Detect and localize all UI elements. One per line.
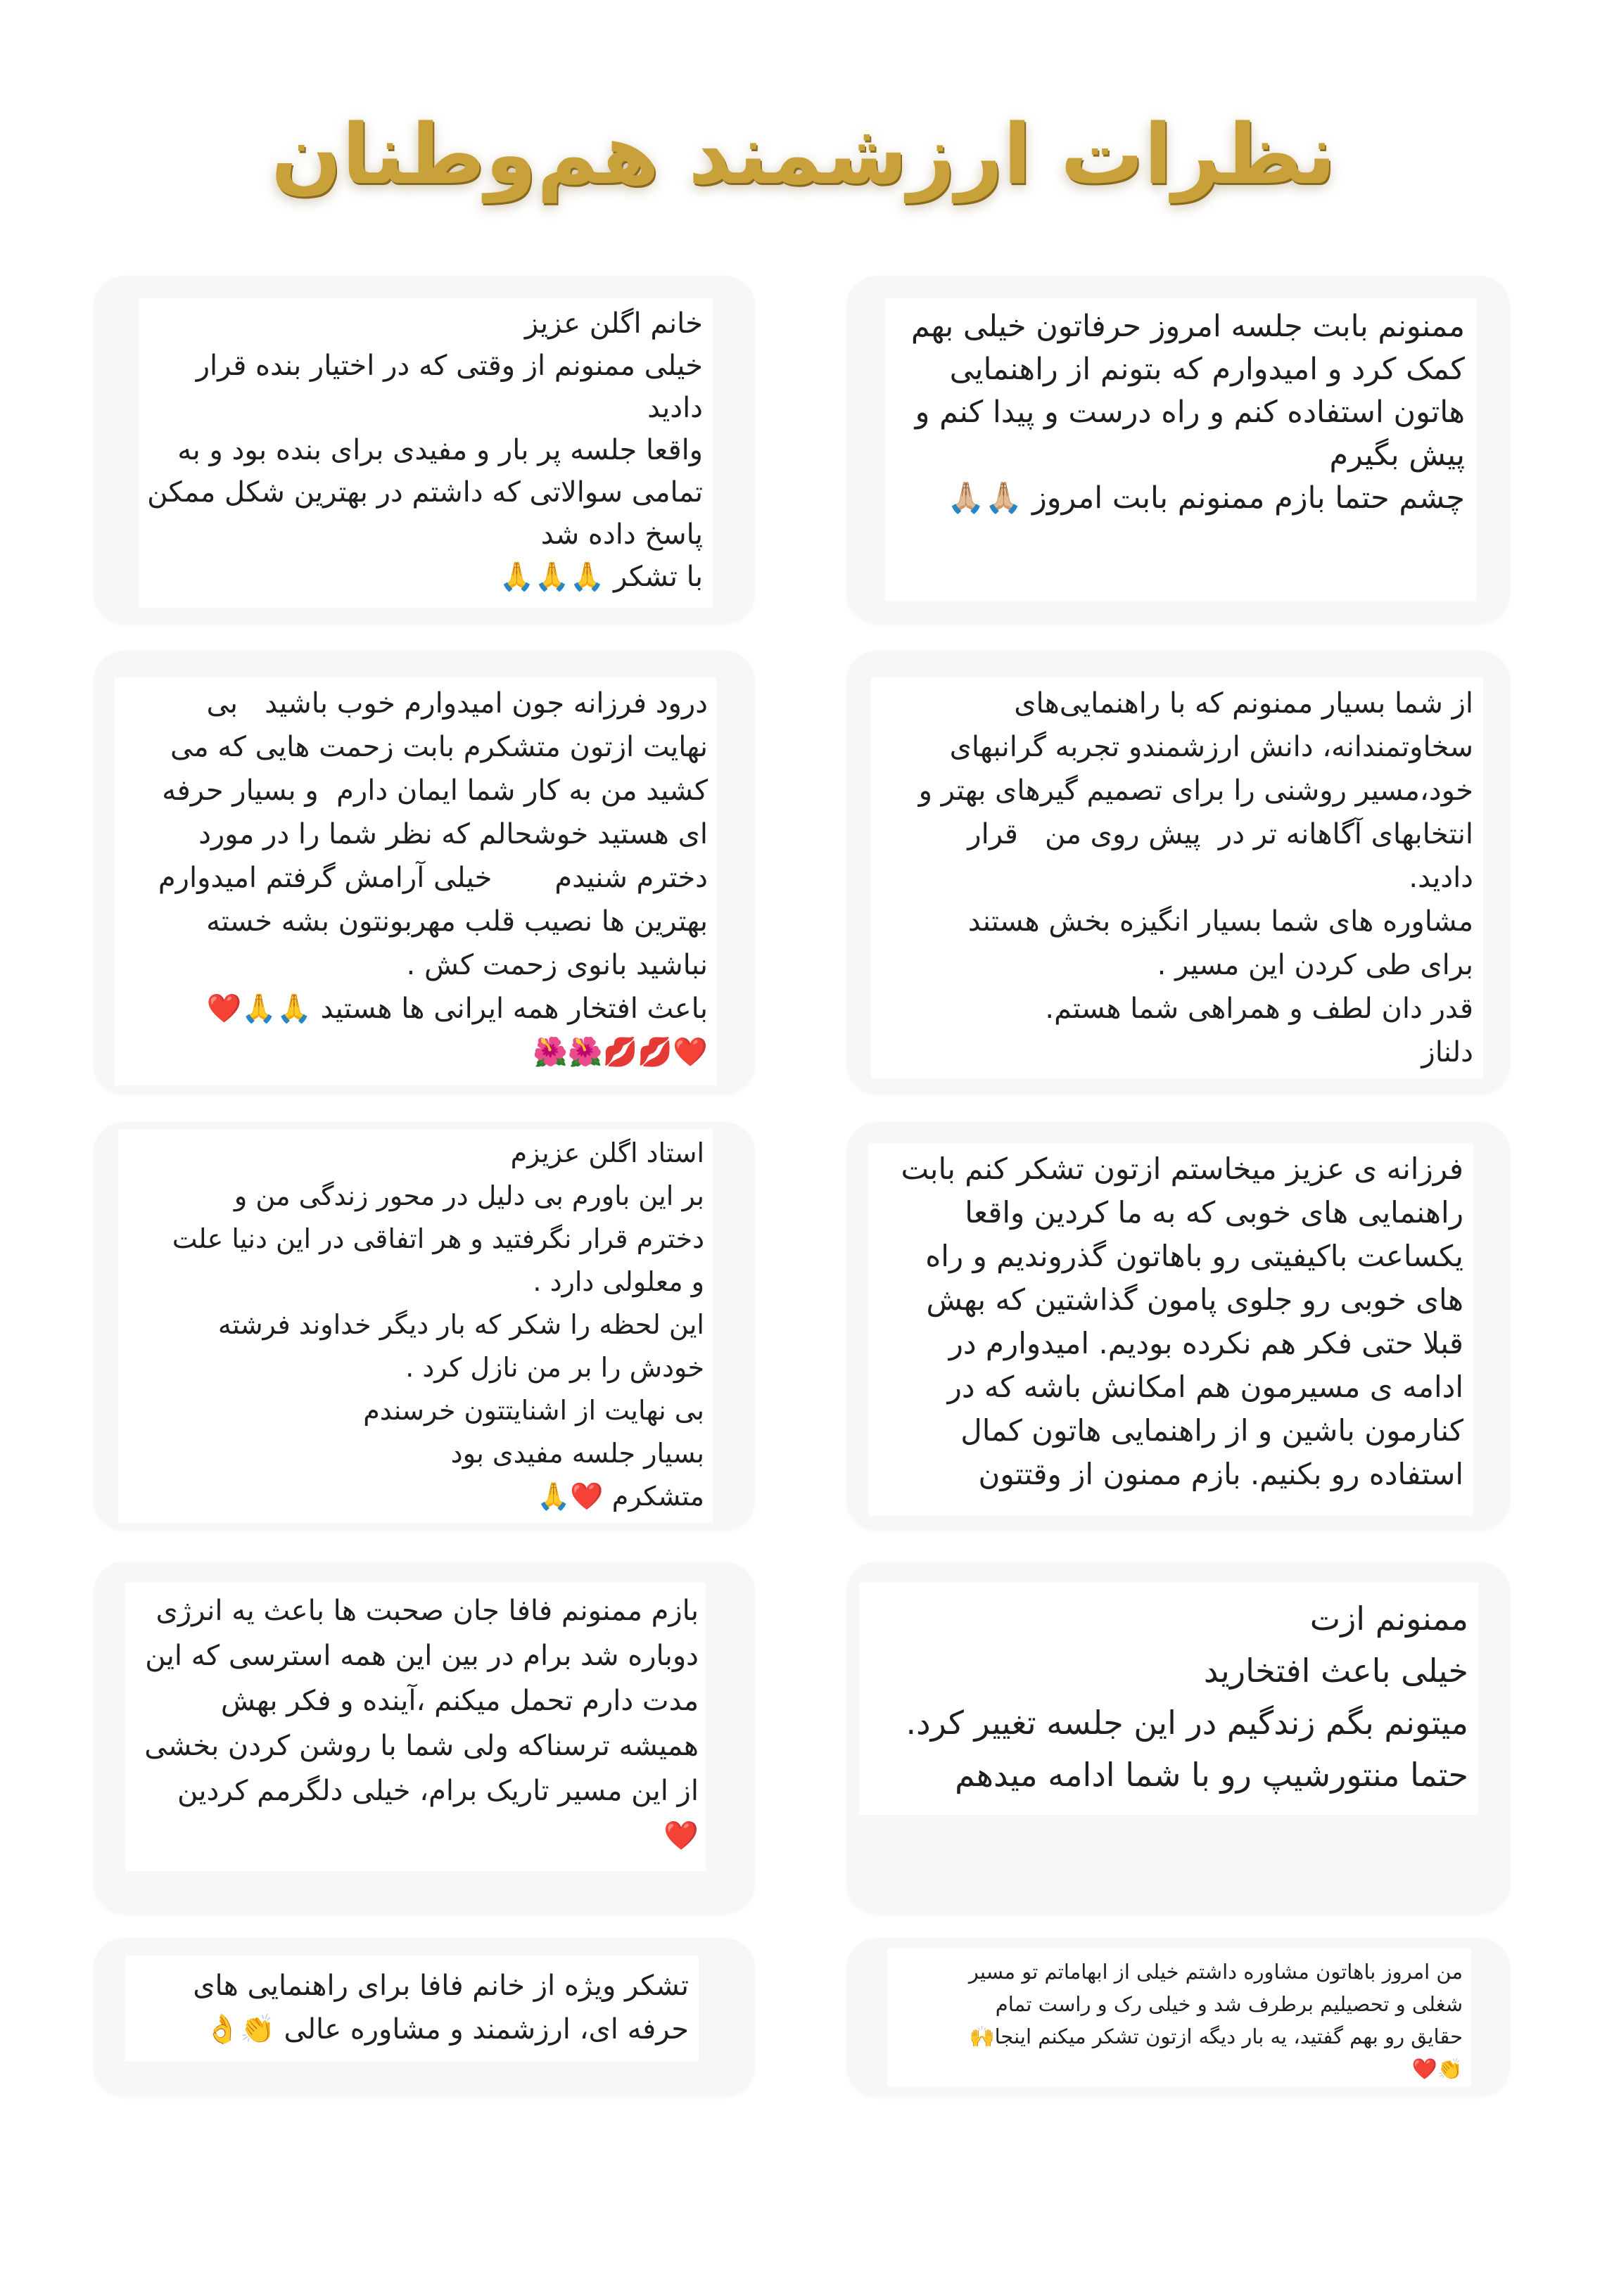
testimonial-card — [846, 1938, 1510, 2096]
testimonial-card — [94, 1122, 755, 1530]
message-line: های خوبی رو جلوی پامون گذاشتین که بهش — [926, 1282, 1463, 1317]
message-line: برای طی کردن این مسیر . — [1157, 949, 1473, 981]
message-line: خود،مسیر روشنی را برای تصمیم گیرهای بهتر و — [918, 774, 1473, 807]
message-line: بازم ممنونم فافا جان صحبت ها باعث یه انرژی — [155, 1595, 699, 1627]
testimonial-card — [94, 1938, 755, 2096]
message-line: ممنونم ازت — [1309, 1600, 1468, 1638]
testimonial-message — [868, 1143, 1473, 1516]
message-line: استاد اگلن عزیزم — [510, 1137, 704, 1168]
message-line: کمک کرد و امیدوارم که بتونم از راهنمایی — [949, 352, 1465, 387]
message-line: نباشید بانوی زحمت کش . — [406, 949, 708, 981]
message-line: دخترم شنیدم خیلی آرامش گرفتم امیدوارم — [158, 862, 708, 894]
page-title: نظرات ارزشمند هم‌وطنان — [271, 106, 1336, 203]
testimonial-card — [846, 1122, 1510, 1530]
message-line: حقایق رو بهم گفتید، یه بار دیگه ازتون تشکر میکنم اینجا🙌 — [969, 2024, 1463, 2048]
message-line: میتونم بگم زندگیم در این جلسه تغییر کرد. — [906, 1704, 1468, 1742]
message-line: این لحظه را شکر که بار دیگر خداوند فرشته — [217, 1309, 704, 1340]
message-line: یکساعت باکیفیتی رو باهاتون گذروندیم و راه — [925, 1239, 1463, 1273]
message-line: بهترین ها نصیب قلب مهربونتون بشه خسته — [206, 905, 708, 938]
message-line: بی نهایت از اشنایتتون خرسندم — [363, 1395, 704, 1426]
message-line: ❤️ — [663, 1820, 699, 1852]
message-line: راهنمایی های خوبی که به ما کردین واقعا — [965, 1195, 1463, 1230]
message-line: نهایت ازتون متشکرم بابت زحمت هایی که می — [170, 731, 708, 763]
message-line: حرفه ای، ارزشمند و مشاوره عالی 👏👌 — [205, 2013, 689, 2046]
message-line: دوباره شد برام در بین این همه استرسی که این — [145, 1640, 699, 1672]
testimonial-card — [94, 651, 755, 1094]
testimonial-message — [139, 298, 713, 608]
message-line: شغلی و تحصیلیم برطرف شد و خیلی رک و راست تمام — [995, 1992, 1463, 2016]
message-line: تشکر ویژه از خانم فافا برای راهنمایی های — [193, 1970, 689, 2002]
message-line: حتما منتورشیپ رو با شما ادامه میدهم — [955, 1756, 1468, 1794]
message-line: هاتون استفاده کنم و راه درست و پیدا کنم و — [915, 395, 1465, 430]
testimonial-card — [94, 276, 755, 623]
testimonial-message — [871, 677, 1483, 1078]
message-line: 👏❤️ — [1411, 2057, 1463, 2081]
message-line: باعث افتخار همه ایرانی ها هستید 🙏🙏❤️ — [206, 993, 708, 1025]
message-line: تمامی سوالاتی که داشتم در بهترین شکل ممکن — [147, 476, 703, 509]
message-line: همیشه ترسناکه ولی شما با روشن کردن بخشی — [144, 1730, 699, 1762]
message-line: خیلی باعث افتخارید — [1203, 1652, 1468, 1690]
message-line: من امروز باهاتون مشاوره داشتم خیلی از ابهاماتم تو مسیر — [968, 1960, 1463, 1984]
message-line: قدر دان لطف و همراهی شما هستم. — [1045, 993, 1473, 1025]
message-line: خودش را بر من نازل کرد . — [405, 1352, 704, 1383]
testimonial-card — [846, 651, 1510, 1094]
testimonial-card — [846, 1562, 1510, 1913]
message-line: دلناز — [1421, 1036, 1473, 1069]
message-line: از شما بسیار ممنونم که با راهنمایی‌های — [1014, 687, 1473, 720]
testimonial-message — [885, 298, 1476, 601]
message-line: قبلا حتی فکر هم نکرده بودیم. امیدوارم در — [948, 1326, 1463, 1360]
testimonial-card — [94, 1562, 755, 1913]
message-line: مشاوره های شما بسیار انگیزه بخش هستند — [967, 905, 1473, 938]
message-line: کشید من به کار شما ایمان دارم و بسیار حرفه — [162, 774, 708, 807]
message-line: دخترم قرار نگرفتید و هر اتفاقی در این دنیا علت — [172, 1223, 704, 1254]
message-line: دادید — [647, 392, 703, 424]
message-line: ❤️💋💋🌺🌺 — [532, 1036, 708, 1069]
testimonial-card — [846, 276, 1510, 623]
message-line: و معلولی دارد . — [533, 1266, 704, 1297]
testimonial-message — [115, 677, 716, 1085]
message-line: خانم اگلن عزیز — [524, 307, 703, 340]
message-line: پیش بگیرم — [1329, 438, 1465, 473]
message-line: ممنونم بابت جلسه امروز حرفاتون خیلی بهم — [910, 309, 1465, 344]
message-line: فرزانه ی عزیز میخاستم ازتون تشکر کنم بابت — [901, 1152, 1463, 1186]
message-line: مدت دارم تحمل میکنم ،آینده و فکر بهش — [220, 1685, 699, 1717]
testimonial-message — [887, 1949, 1471, 2086]
message-line: انتخابهای آگاهانه تر در پیش روی من قرار — [967, 818, 1473, 850]
testimonial-message — [125, 1956, 699, 2061]
message-line: بر این باورم بی دلیل در محور زندگی من و — [234, 1180, 704, 1211]
message-line: خیلی ممنونم از وقتی که در اختیار بنده قرار — [196, 350, 703, 382]
message-line: ای هستید خوشحالم که نظر شما را در مورد — [198, 818, 708, 850]
testimonial-message — [859, 1583, 1478, 1815]
message-line: سخاوتمندانه، دانش ارزشمندو تجربه گرانبهای — [949, 731, 1473, 763]
message-line: متشکرم ❤️🙏 — [537, 1481, 704, 1512]
message-line: ادامه ی مسیرمون هم امکانش باشه که در — [947, 1370, 1463, 1404]
message-line: بسیار جلسه مفیدی بود — [450, 1438, 704, 1469]
message-line: کنارمون باشین و از راهنمایی هاتون کمال — [960, 1413, 1463, 1448]
message-line: پاسخ داده شد — [540, 518, 703, 551]
testimonial-message — [125, 1583, 706, 1871]
testimonial-message — [118, 1129, 713, 1523]
message-line: دادید. — [1409, 862, 1473, 894]
message-line: چشم حتما بازم ممنونم بابت امروز 🙏🏼🙏🏼 — [947, 480, 1465, 516]
message-line: با تشکر 🙏🙏🙏 — [499, 561, 703, 593]
message-line: واقعا جلسه پر بار و مفیدی برای بنده بود و به — [177, 434, 703, 466]
message-line: استفاده رو بکنیم. بازم ممنون از وقتتون — [978, 1457, 1463, 1491]
message-line: درود فرزانه جون امیدوارم خوب باشید بی — [206, 687, 708, 720]
message-line: از این مسیر تاریک برام، خیلی دلگرمم کردین — [177, 1775, 699, 1807]
